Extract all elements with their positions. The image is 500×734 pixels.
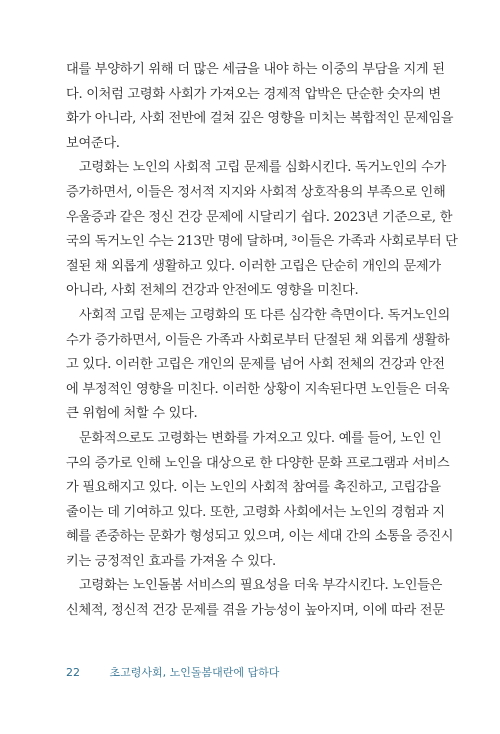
paragraph	[66, 304, 450, 427]
text-line: 문화적으로도 고령화는 변화를 가져오고 있다. 예를 들어, 노인 인	[79, 430, 442, 446]
text-line: 대를 부양하기 위해 더 많은 세금을 내야 하는 이중의 부담을 지게 된	[66, 62, 445, 77]
text-line: 아니라, 사회 전체의 건강과 안전에도 영향을 미친다.	[66, 283, 359, 299]
text-line: 가 필요해지고 있다. 이는 노인의 사회적 참여를 촉진하고, 고립감을	[66, 480, 441, 496]
text-line: 줄이는 데 기여하고 있다. 또한, 고령화 사회에서는 노인의 경험과 지	[66, 504, 445, 520]
text-line: 큰 위험에 처할 수 있다.	[66, 406, 198, 422]
paragraph	[66, 156, 458, 304]
paragraph	[66, 574, 445, 623]
text-line: 증가하면서, 이들은 정서적 지지와 사회적 상호작용의 부족으로 인해	[66, 184, 446, 200]
text-line: 다. 이처럼 고령화 사회가 가져오는 경제적 압박은 단순한 숫자의 변	[66, 86, 441, 102]
text-line: 키는 긍정적인 효과를 가져올 수 있다.	[66, 553, 276, 569]
text-line: 고령화는 노인의 사회적 고립 문제를 심화시킨다. 독거노인의 수가	[79, 160, 446, 176]
text-line: 보여준다.	[66, 135, 120, 151]
page-number: 22	[66, 666, 80, 679]
text-line: 고 있다. 이러한 고립은 개인의 문제를 넘어 사회 전체의 건강과 안전	[66, 357, 445, 373]
running-title: 초고령사회, 노인돌봄대란에 답하다	[109, 666, 280, 679]
text-line: 우울증과 같은 정신 건강 문제에 시달리기 쉽다. 2023년 기준으로, 한	[66, 209, 453, 225]
paragraph	[66, 427, 454, 575]
text-line: 고령화는 노인돌봄 서비스의 필요성을 더욱 부각시킨다. 노인들은	[79, 578, 443, 594]
body-text	[66, 58, 458, 624]
paragraph	[66, 58, 454, 156]
text-line: 신체적, 정신적 건강 문제를 겪을 가능성이 높아지며, 이에 따라 전문	[66, 603, 445, 619]
text-line: 에 부정적인 영향을 미친다. 이러한 상황이 지속된다면 노인들은 더욱	[66, 381, 450, 397]
text-line: 혜를 존중하는 문화가 형성되고 있으며, 이는 세대 간의 소통을 증진시	[66, 529, 454, 545]
text-line: 국의 독거노인 수는 213만 명에 달하며, ³이들은 가족과 사회로부터 단	[66, 234, 458, 250]
text-line: 사회적 고립 문제는 고령화의 또 다른 심각한 측면이다. 독거노인의	[79, 307, 450, 323]
text-line: 화가 아니라, 사회 전반에 걸쳐 깊은 영향을 미치는 복합적인 문제임을	[66, 111, 454, 127]
text-line: 절된 채 외롭게 생활하고 있다. 이러한 고립은 단순히 개인의 문제가	[66, 258, 441, 274]
text-line: 수가 증가하면서, 이들은 가족과 사회로부터 단절된 채 외롭게 생활하	[66, 332, 450, 348]
page-footer	[66, 664, 279, 680]
text-line: 구의 증가로 인해 노인을 대상으로 한 다양한 문화 프로그램과 서비스	[66, 455, 450, 471]
